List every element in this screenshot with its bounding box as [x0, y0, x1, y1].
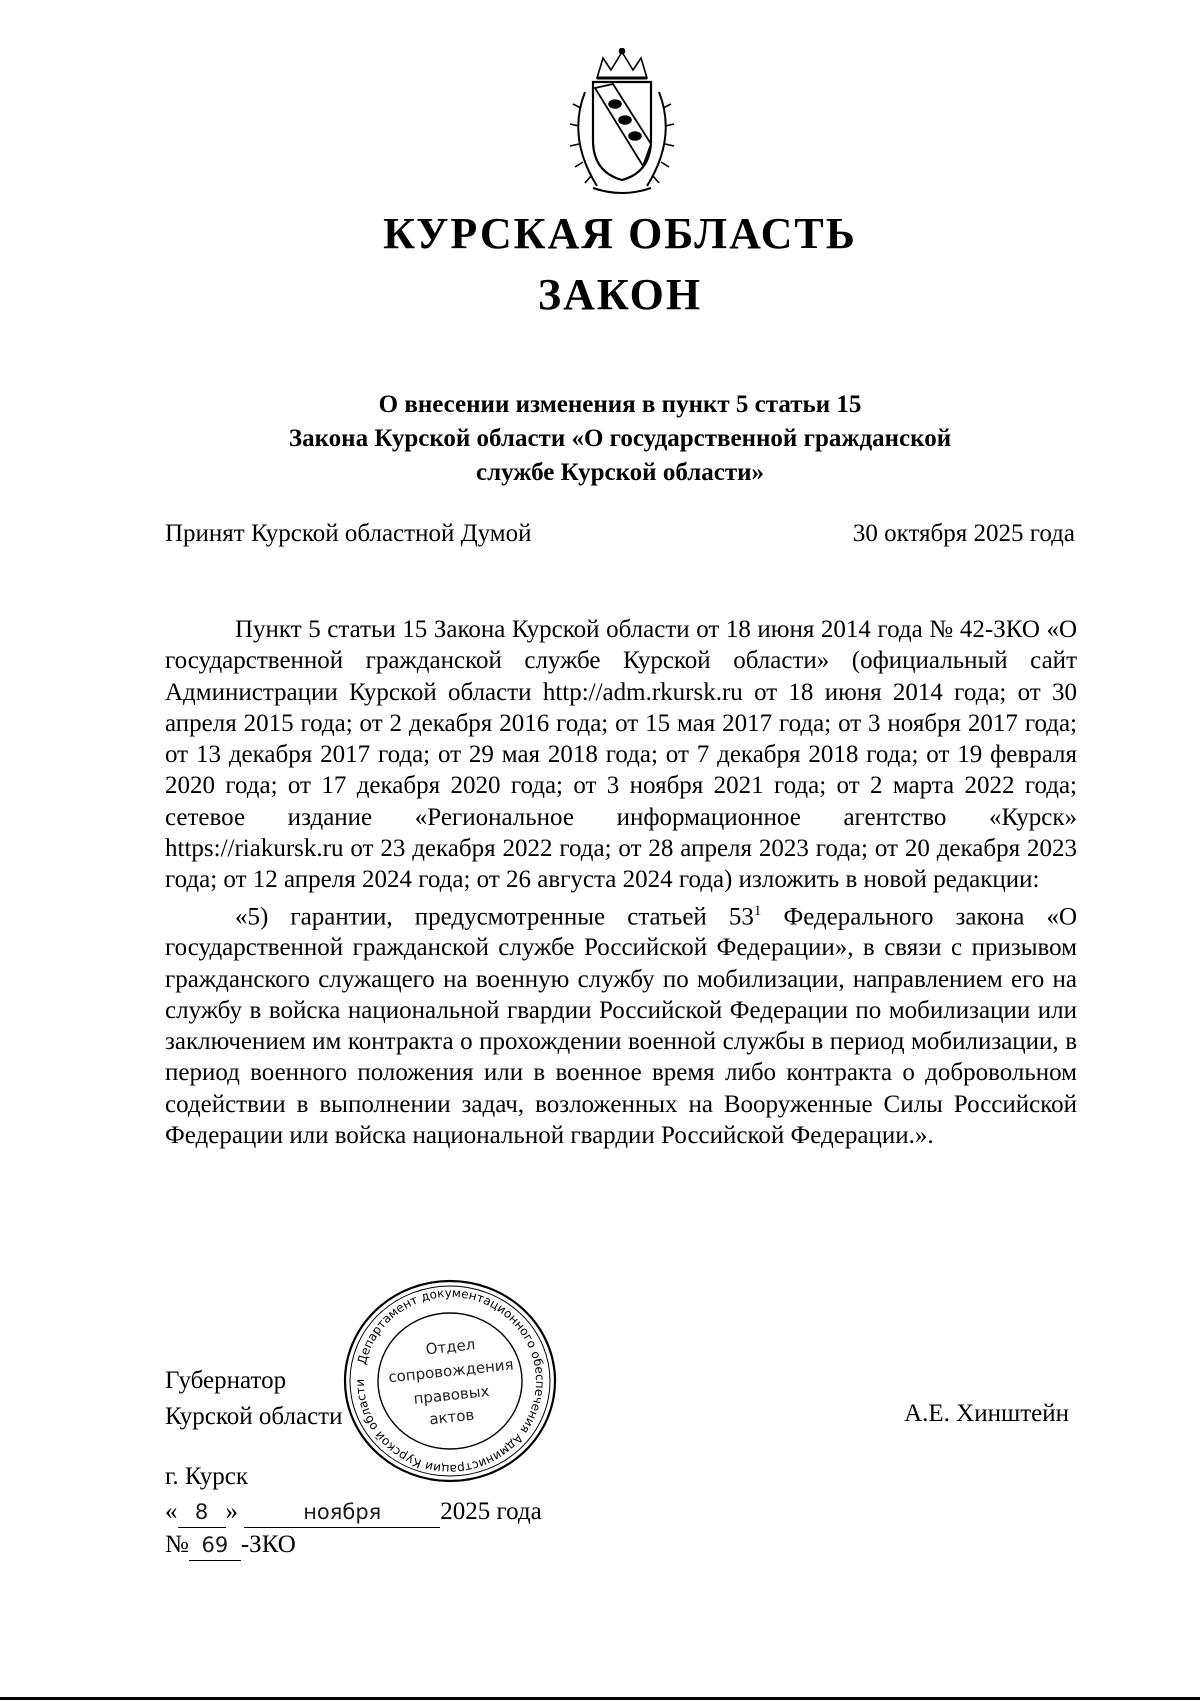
- body-paragraph-text: «5) гарантии, предусмотренные статьей 53: [235, 903, 754, 930]
- adoption-date: 30 октября 2025 года: [852, 520, 1075, 547]
- document-type-title: ЗАКОН: [537, 270, 703, 319]
- law-number: [165, 1530, 296, 1561]
- law-subject-line: службе Курской области»: [475, 459, 765, 486]
- signer-name: А.Е. Хинштейн: [904, 1400, 1069, 1427]
- signer-position-line: Курской области: [165, 1403, 343, 1430]
- stamp-text-line: Отдел: [424, 1335, 477, 1359]
- law-subject-title: [200, 388, 1040, 490]
- body-paragraph: [165, 896, 1077, 1152]
- bottom-scan-edge: [0, 1697, 1200, 1700]
- law-subject-line: О внесении изменения в пункт 5 статьи 15: [378, 391, 862, 418]
- number-prefix: №: [165, 1531, 189, 1558]
- official-stamp: [340, 1276, 560, 1486]
- adopted-by: Принят Курской областной Думой: [165, 520, 532, 547]
- region-title: КУРСКАЯ ОБЛАСТЬ: [383, 209, 857, 258]
- body-paragraph: Пункт 5 статьи 15 Закона Курской области от 18 июня 2014 года № 42-ЗКО «О государственной гражданской службе Курской области» (официальный сайт Администрации Курской области http://adm.rkursk.ru от 18 июня 2014 года; от 30 апреля 2015 года; от 2 декабря 2016 года; от 15 мая 2017 года; от 3 ноября 2017 года; от 13 декабря 2017 года; от 29 мая 2018 года; от 7 декабря 2018 года; от 19 февраля 2020 года; от 17 декабря 2020 года; от 3 ноября 2021 года; от 2 марта 2022 года; сетевое издание «Региональное информационное агентство «Курск» https://riakursk.ru от 23 декабря 2022 года; от 28 апреля 2023 года; от 20 декабря 2023 года; от 12 апреля 2024 года; от 26 августа 2024 года) изложить в новой редакции:: [165, 616, 1077, 894]
- stamp-text-line: правовых: [412, 1381, 491, 1408]
- signing-date: [165, 1497, 542, 1528]
- number-suffix: -ЗКО: [240, 1531, 296, 1558]
- signing-day: 8: [178, 1497, 226, 1528]
- law-number-value: 69: [189, 1530, 241, 1561]
- law-subject-line: Закона Курской области «О государственной гражданской: [288, 425, 952, 452]
- stamp-ring-text: Департамент документационного обеспечения Администрации Курской области: [352, 1285, 548, 1477]
- signing-month: ноября: [244, 1497, 440, 1528]
- signer-position-line: Губернатор: [165, 1367, 287, 1394]
- body-paragraph-text: Федерального закона «О государственной гражданской службе Российской Федерации», в связи с призывом гражданского служащего на военную службу по мобилизации, направлением его на службу в войска национальной гвардии Российской Федерации по мобилизации или заключением им контракта о прохождении военной службы в период мобилизации, в период военного положения или в военное время либо контракта о добровольном содействии в выполнении задач, возложенных на Вооруженные Силы Российской Федерации или войска национальной гвардии Российской Федерации.».: [165, 903, 1077, 1150]
- signing-year: 2025 года: [440, 1498, 542, 1525]
- superscript-index: 1: [753, 902, 762, 919]
- signing-place: г. Курск: [165, 1463, 248, 1490]
- coat-of-arms-emblem: [553, 48, 691, 198]
- date-open-quote: «: [165, 1498, 178, 1525]
- law-body: [165, 614, 1077, 1151]
- stamp-text-line: сопровождения: [387, 1355, 515, 1387]
- stamp-text-line: актов: [428, 1405, 476, 1429]
- date-close-quote: »: [225, 1498, 238, 1525]
- signer-position: [165, 1363, 342, 1435]
